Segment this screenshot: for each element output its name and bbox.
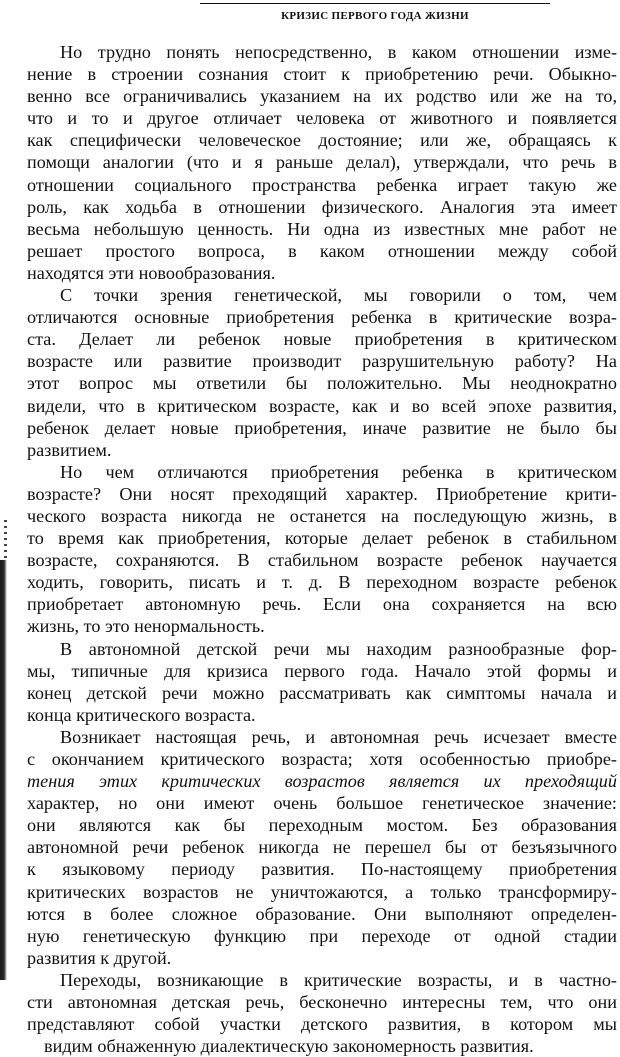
text-line: возрасте? Они носят преходящий характер. Приобретение крити- xyxy=(27,483,617,504)
text-line: видим обнаженную диалектическую закономерность развития. xyxy=(44,1036,534,1057)
text-line: представляют собой участки детского развития, в котором мы xyxy=(27,1014,617,1035)
scan-edge-shadow xyxy=(0,560,7,980)
running-head: КРИЗИС ПЕРВОГО ГОДА ЖИЗНИ xyxy=(281,10,469,22)
text-line: что и то и другое отличает человека от животного и появляется xyxy=(27,108,617,129)
text-line: венно все ограничивались указанием на их родство или же на то, xyxy=(27,86,617,107)
text-line: весьма небольшую ценность. Ни одна из известных мне работ не xyxy=(27,218,617,239)
text-line: видели, что в критическом возрасте, как и во всей эпохе развития, xyxy=(27,395,617,416)
text-line: Переходы, возникающие в критические возрасты, и в частно- xyxy=(60,969,617,990)
scan-edge-marks xyxy=(4,520,7,560)
text-line: этот вопрос мы ответили бы положительно. Мы неоднократно xyxy=(27,373,617,394)
text-line: возрасте, сохраняются. В стабильном возрасте ребенок научается xyxy=(27,550,617,571)
text-line: возрасте или развитие производит разрушительную работу? На xyxy=(27,351,617,372)
body-text xyxy=(27,41,617,1057)
text-line: автономной речи ребенок никогда не перешел бы от безъязычного xyxy=(27,837,617,858)
text-line: к языковому периоду развития. По-настоящему приобретения xyxy=(27,859,617,880)
text-line: мы, типичные для кризиса первого года. Начало этой формы и xyxy=(27,660,617,681)
text-line: жизнь, то это ненормальность. xyxy=(27,616,265,637)
text-line: ходить, говорить, писать и т. д. В переходном возрасте ребенок xyxy=(27,572,617,593)
text-line: развитием. xyxy=(27,439,112,460)
text-line: В автономной детской речи мы находим разнообразные фор- xyxy=(60,638,617,659)
text-line: конец детской речи можно рассматривать как симптомы начала и xyxy=(27,682,617,703)
text-line: роль, как ходьба в отношении физического. Аналогия эта имеет xyxy=(27,196,617,217)
text-line: ребенок делает новые приобретения, иначе развитие не было бы xyxy=(27,417,617,438)
text-line: как специфически человеческое достояние; или же, обращаясь к xyxy=(27,130,617,151)
text-line: находятся эти новообразования. xyxy=(27,262,276,283)
text-line: помощи аналогии (что и я раньше делал), утверждали, что речь в xyxy=(27,152,617,173)
text-line: отношении социального пространства ребенка играет такую же xyxy=(27,174,617,195)
text-line: тения этих критических возрастов является их преходящий xyxy=(27,771,617,792)
text-line: решает простого вопроса, в каком отношении между собой xyxy=(27,240,617,261)
header-rule xyxy=(200,3,550,4)
text-line: то время как приобретения, которые делает ребенок в стабильном xyxy=(27,528,617,549)
text-line: конца критического возраста. xyxy=(27,704,256,725)
text-line: ста. Делает ли ребенок новые приобретения в критическом xyxy=(27,329,617,350)
text-line: Возникает настоящая речь, и автономная речь исчезает вместе xyxy=(60,726,617,747)
text-line: сти автономная детская речь, бесконечно интересны тем, что они xyxy=(27,992,617,1013)
text-line: критических возрастов не уничтожаются, а только трансформиру- xyxy=(27,881,617,902)
text-line: Но трудно понять непосредственно, в каком отношении изме- xyxy=(60,42,617,62)
text-line: нение в строении сознания стоит к приобретению речи. Обыкно- xyxy=(27,64,617,85)
text-line: Но чем отличаются приобретения ребенка в критическом xyxy=(60,461,617,482)
text-line: ются в более сложное образование. Они выполняют определен- xyxy=(27,903,617,924)
text-line: с окончанием критического возраста; хотя особенностью приобре- xyxy=(27,749,617,769)
text-line: они являются как бы переходным мостом. Без образования xyxy=(27,815,617,836)
text-line: ческого возраста никогда не останется на последующую жизнь, в xyxy=(27,505,617,526)
text-line: С точки зрения генетической, мы говорили о том, чем xyxy=(60,285,617,306)
text-line: ную генетическую функцию при переходе от одной стадии xyxy=(27,925,617,946)
text-line: развития к другой. xyxy=(27,947,172,968)
text-line: характер, но они имеют очень большое генетическое значение: xyxy=(27,793,617,814)
text-line: отличаются основные приобретения ребенка в критические возра- xyxy=(27,307,617,328)
text-line: приобретает автономную речь. Если она сохраняется на всю xyxy=(27,594,617,615)
